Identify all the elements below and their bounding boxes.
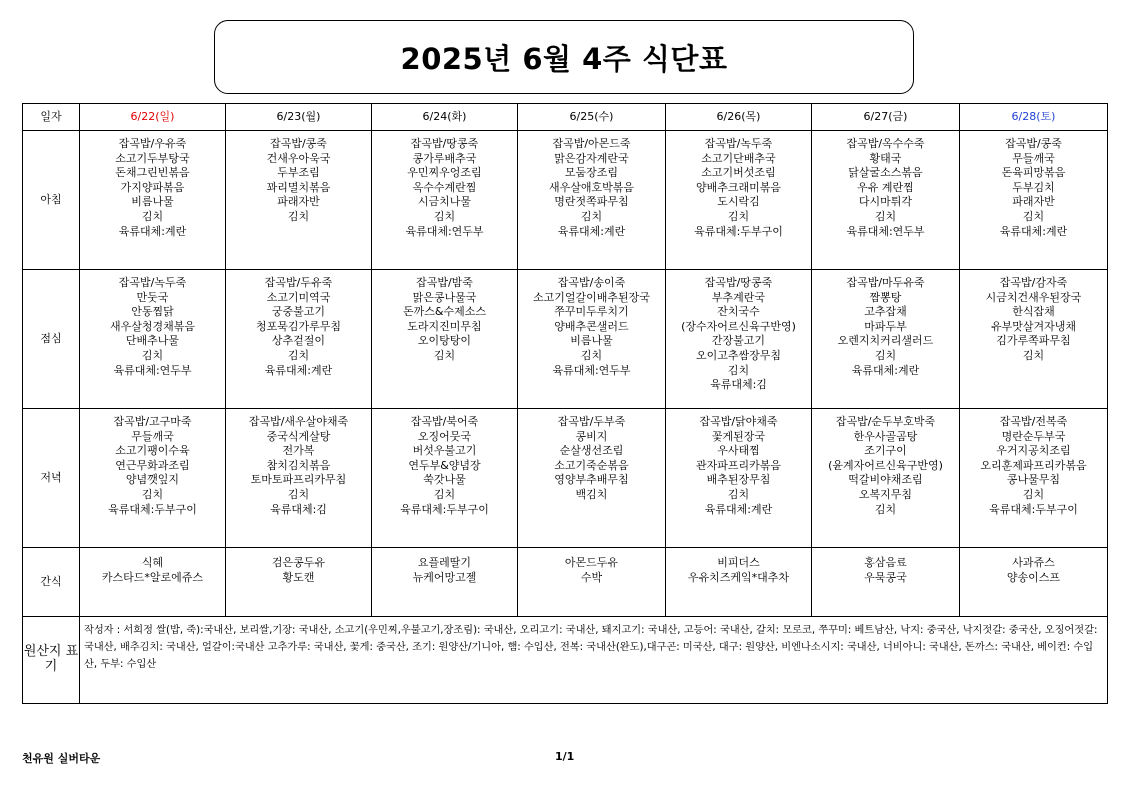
footer-page: 1/1 <box>555 750 575 763</box>
day-header: 6/23(월) <box>226 104 372 131</box>
menu-item: 연두부&양념장 <box>408 458 481 472</box>
snack-cell <box>666 548 812 617</box>
menu-item: 육류대체:계란 <box>999 224 1068 238</box>
menu-item: 소고기얼갈이배추된장국 <box>533 290 650 304</box>
menu-item: 오복지무침 <box>858 487 913 501</box>
menu-item: 잡곡밥/두부죽 <box>557 415 626 428</box>
menu-item: 김치 <box>433 487 456 501</box>
menu-item: 양배추콘샐러드 <box>554 319 629 333</box>
meal-label: 저녁 <box>23 409 80 548</box>
menu-item: 잡곡밥/아몬드죽 <box>552 137 631 150</box>
snack-item: 요플레딸기 <box>417 556 472 569</box>
header-row <box>23 104 1108 131</box>
menu-item: 잔치국수 <box>717 305 760 319</box>
menu-item: 소고기미역국 <box>266 290 331 304</box>
menu-item: 마파두부 <box>864 319 907 333</box>
snack-cell <box>372 548 518 617</box>
menu-item: 안동찜닭 <box>131 305 174 319</box>
menu-item: 김치 <box>287 487 310 501</box>
menu-item: 잡곡밥/송이죽 <box>557 276 626 289</box>
menu-item: 돈육피망볶음 <box>1001 166 1066 180</box>
menu-item: 한우사골곰탕 <box>853 429 918 443</box>
day-header: 6/24(화) <box>372 104 518 131</box>
menu-item: 양배추크래미볶음 <box>695 180 781 194</box>
menu-item: 김치 <box>874 348 897 362</box>
menu-item: 잡곡밥/감자죽 <box>999 276 1068 289</box>
menu-item: 김치 <box>433 348 456 362</box>
menu-item: 꽈리멸치볶음 <box>266 180 331 194</box>
snack-item: 검은콩두유 <box>271 556 326 569</box>
menu-cell <box>80 270 226 409</box>
menu-item: 황태국 <box>869 151 902 165</box>
snack-cell <box>812 548 960 617</box>
menu-item: 만둣국 <box>136 290 169 304</box>
menu-item: 김치 <box>727 363 750 377</box>
snack-item: 황도캔 <box>282 570 315 584</box>
menu-item: 김치 <box>874 502 897 516</box>
menu-cell <box>812 409 960 548</box>
meal-label: 아침 <box>23 131 80 270</box>
menu-cell <box>960 409 1108 548</box>
menu-item: 순살생선조림 <box>559 444 624 458</box>
menu-item: 단배추나물 <box>125 334 180 348</box>
menu-item: 오징어뭇국 <box>417 429 472 443</box>
menu-item: 돈채그린빈볶음 <box>115 166 190 180</box>
menu-item: 김치 <box>433 209 456 223</box>
day-header: 6/27(금) <box>812 104 960 131</box>
origin-text: 작성자 : 서희정 쌀(밥, 죽):국내산, 보리쌀,기장: 국내산, 소고기(우민찌,우불고기,장조림): 국내산, 오리고기: 국내산, 돼지고기: 국내산, 고등어: 국내산, 갈치: 모로코, 쭈꾸미: 베트남산, 낙지: 중국산, 낙지젓갈: 중국산, 오징어젓갈: 국내산, 배추김치: 국내산, 얼갈이:국내산 고추가루: 국내산, 꽃게: 중국산, 조기: 원양산/기니아, 햄: 수입산, 전복: 국내산(완도),대구곤: 미국산, 대구: 원양산, 비엔나소시지: 국내산, 너비아니: 국내산, 돈까스: 국내산, 베이컨: 수입산, 두부: 수입산 <box>80 617 1108 704</box>
menu-item: 김치 <box>580 209 603 223</box>
menu-item: 잡곡밥/우유죽 <box>118 137 187 150</box>
snack-item: 홍삼음료 <box>864 556 907 569</box>
menu-item: 소고기죽순볶음 <box>554 458 629 472</box>
origin-label: 원산지 표기 <box>23 617 80 704</box>
snack-item: 식혜 <box>141 556 164 569</box>
menu-item: 우유 계란찜 <box>857 180 914 194</box>
menu-item: 잡곡밥/땅콩죽 <box>410 137 479 150</box>
menu-item: 잡곡밥/땅콩죽 <box>704 276 773 289</box>
menu-cell <box>226 270 372 409</box>
menu-item: 관자파프리카볶음 <box>695 458 781 472</box>
menu-cell <box>666 270 812 409</box>
menu-cell <box>518 131 666 270</box>
menu-item: 도라지진미무침 <box>407 319 482 333</box>
menu-table <box>22 103 1108 704</box>
menu-item: 쭈꾸미두루치기 <box>554 305 629 319</box>
date-label: 일자 <box>23 104 80 131</box>
menu-item: 콩비지 <box>575 429 608 443</box>
menu-item: 육류대체:두부구이 <box>989 502 1078 516</box>
snack-item: 카스타드*알로에쥬스 <box>101 570 204 584</box>
snack-row <box>23 548 1108 617</box>
menu-item: 옥수수계란찜 <box>412 180 477 194</box>
menu-item: 오이탕탕이 <box>417 334 472 348</box>
menu-item: 버섯우불고기 <box>412 444 477 458</box>
menu-item: 새우살청경채볶음 <box>109 319 195 333</box>
snack-cell <box>226 548 372 617</box>
menu-item: 잡곡밥/녹두죽 <box>704 137 773 150</box>
menu-item: 파래자반 <box>277 195 320 209</box>
menu-item: 시금치나물 <box>417 195 472 209</box>
menu-item: 육류대체:연두부 <box>846 224 925 238</box>
snack-item: 비피더스 <box>717 556 760 569</box>
menu-item: 맑은감자계란국 <box>554 151 629 165</box>
menu-item: (장수자어르신육구반영) <box>681 319 796 333</box>
menu-item: 맑은콩나물국 <box>412 290 477 304</box>
menu-item: 시금치건새우된장국 <box>985 290 1082 304</box>
menu-cell <box>372 270 518 409</box>
menu-item: 육류대체:김 <box>710 378 767 392</box>
day-header: 6/22(일) <box>80 104 226 131</box>
menu-item: (윤계자어르신육구반영) <box>828 458 943 472</box>
menu-item: 백김치 <box>575 487 608 501</box>
menu-item: 가지양파볶음 <box>120 180 185 194</box>
menu-item: 조기구이 <box>864 444 907 458</box>
menu-item: 소고기단배추국 <box>701 151 776 165</box>
menu-item: 오렌지치커리샐러드 <box>837 334 934 348</box>
menu-item: 파래자반 <box>1012 195 1055 209</box>
menu-item: 도시락김 <box>717 195 760 209</box>
menu-cell <box>812 131 960 270</box>
menu-cell <box>960 131 1108 270</box>
meal-rows <box>23 131 1108 548</box>
snack-item: 양송이스프 <box>1006 570 1061 584</box>
menu-item: 모둠장조림 <box>564 166 619 180</box>
menu-item: 김치 <box>141 348 164 362</box>
menu-cell <box>372 409 518 548</box>
menu-cell <box>226 131 372 270</box>
menu-item: 김치 <box>1022 209 1045 223</box>
menu-item: 배추된장무침 <box>706 473 771 487</box>
menu-item: 잡곡밥/콩죽 <box>1005 137 1062 150</box>
menu-item: 소고기두부탕국 <box>115 151 190 165</box>
menu-item: 한식잡채 <box>1012 305 1055 319</box>
menu-item: 잡곡밥/밤죽 <box>416 276 473 289</box>
menu-item: 우사태찜 <box>717 444 760 458</box>
snack-item: 우유치즈케잌*대추차 <box>687 570 790 584</box>
meal-row <box>23 409 1108 548</box>
menu-item: 김치 <box>1022 487 1045 501</box>
menu-item: 청포묵김가루무침 <box>255 319 341 333</box>
menu-item: 토마토파프리카무침 <box>250 473 347 487</box>
snack-item: 우묵콩국 <box>864 570 907 584</box>
menu-item: 잡곡밥/콩죽 <box>270 137 327 150</box>
menu-item: 오이고추쌈장무침 <box>695 348 781 362</box>
menu-item: 잡곡밥/닭야채죽 <box>699 415 778 428</box>
menu-item: 콩가루배추국 <box>412 151 477 165</box>
menu-item: 명란젓쪽파무침 <box>554 195 629 209</box>
menu-item: 간장불고기 <box>711 334 766 348</box>
menu-cell <box>372 131 518 270</box>
menu-item: 콩나물무침 <box>1006 473 1061 487</box>
menu-item: 떡갈비야채조림 <box>848 473 923 487</box>
menu-item: 잡곡밥/전복죽 <box>999 415 1068 428</box>
menu-cell <box>812 270 960 409</box>
menu-item: 다시마튀각 <box>858 195 913 209</box>
menu-item: 짬뽕탕 <box>869 290 902 304</box>
menu-item: 새우살애호박볶음 <box>548 180 634 194</box>
menu-item: 잡곡밥/고구마죽 <box>113 415 192 428</box>
snack-item: 수박 <box>580 570 603 584</box>
menu-item: 우거지공치조림 <box>996 444 1071 458</box>
menu-cell <box>226 409 372 548</box>
menu-item: 잡곡밥/두유죽 <box>264 276 333 289</box>
snack-item: 뉴케어망고젤 <box>412 570 477 584</box>
page-title: 2025년 6월 4주 식단표 <box>400 41 728 76</box>
menu-cell <box>518 409 666 548</box>
menu-item: 김치 <box>141 209 164 223</box>
menu-cell <box>960 270 1108 409</box>
menu-cell <box>666 131 812 270</box>
menu-item: 육류대체:두부구이 <box>108 502 197 516</box>
menu-item: 김치 <box>287 348 310 362</box>
menu-item: 육류대체:연두부 <box>552 363 631 377</box>
menu-item: 육류대체:계란 <box>557 224 626 238</box>
menu-item: 김치 <box>580 348 603 362</box>
menu-item: 명란순두부국 <box>1001 429 1066 443</box>
menu-item: 전가복 <box>282 444 315 458</box>
menu-item: 비름나물 <box>131 195 174 209</box>
menu-item: 김치 <box>874 209 897 223</box>
menu-item: 궁중불고기 <box>271 305 326 319</box>
menu-cell <box>80 409 226 548</box>
menu-item: 중국식게살탕 <box>266 429 331 443</box>
menu-item: 육류대체:계란 <box>851 363 920 377</box>
snack-cell <box>960 548 1108 617</box>
menu-item: 꽃게된장국 <box>711 429 766 443</box>
menu-item: 고추잡채 <box>864 305 907 319</box>
footer-org: 천유원 실버타운 <box>22 752 101 765</box>
menu-item: 상추겉절이 <box>271 334 326 348</box>
menu-item: 김치 <box>287 209 310 223</box>
menu-item: 육류대체:두부구이 <box>400 502 489 516</box>
menu-item: 참치김치볶음 <box>266 458 331 472</box>
snack-item: 아몬드두유 <box>564 556 619 569</box>
meal-label: 점심 <box>23 270 80 409</box>
menu-item: 건새우아욱국 <box>266 151 331 165</box>
menu-item: 부추계란국 <box>711 290 766 304</box>
snack-item: 사과쥬스 <box>1012 556 1055 569</box>
menu-item: 김치 <box>727 209 750 223</box>
menu-item: 김치 <box>1022 348 1045 362</box>
menu-item: 두부김치 <box>1012 180 1055 194</box>
menu-item: 육류대체:계란 <box>264 363 333 377</box>
menu-item: 잡곡밥/순두부호박죽 <box>835 415 936 428</box>
menu-item: 잡곡밥/새우살야채죽 <box>248 415 349 428</box>
menu-item: 육류대체:두부구이 <box>694 224 783 238</box>
snack-cell <box>518 548 666 617</box>
day-header: 6/25(수) <box>518 104 666 131</box>
menu-item: 잡곡밥/녹두죽 <box>118 276 187 289</box>
menu-item: 닭살굴소스볶음 <box>848 166 923 180</box>
menu-item: 두부조림 <box>277 166 320 180</box>
meal-row <box>23 131 1108 270</box>
title-box <box>214 20 914 94</box>
menu-item: 연근무화과조림 <box>115 458 190 472</box>
menu-item: 육류대체:계란 <box>704 502 773 516</box>
menu-item: 우민찌우엉조림 <box>407 166 482 180</box>
meal-row <box>23 270 1108 409</box>
menu-item: 비름나물 <box>570 334 613 348</box>
meal-label: 간식 <box>23 548 80 617</box>
menu-cell <box>80 131 226 270</box>
menu-item: 육류대체:연두부 <box>405 224 484 238</box>
menu-item: 육류대체:연두부 <box>113 363 192 377</box>
menu-item: 김가루쪽파무침 <box>996 334 1071 348</box>
menu-item: 무들깨국 <box>1012 151 1055 165</box>
menu-item: 소고기버섯조림 <box>701 166 776 180</box>
menu-item: 육류대체:계란 <box>118 224 187 238</box>
menu-item: 오리훈제파프리카볶음 <box>980 458 1087 472</box>
menu-item: 김치 <box>141 487 164 501</box>
menu-item: 돈까스&수제소스 <box>403 305 486 319</box>
menu-item: 영양부추배무침 <box>554 473 629 487</box>
menu-item: 잡곡밥/옥수수죽 <box>846 137 925 150</box>
menu-item: 무들깨국 <box>131 429 174 443</box>
menu-item: 유부맛살겨자냉채 <box>990 319 1076 333</box>
origin-row <box>23 617 1108 704</box>
menu-item: 소고기팽이수육 <box>115 444 190 458</box>
menu-item: 잡곡밥/마두유죽 <box>846 276 925 289</box>
menu-item: 육류대체:김 <box>270 502 327 516</box>
snack-cell <box>80 548 226 617</box>
menu-item: 쑥갓나물 <box>423 473 466 487</box>
menu-cell <box>518 270 666 409</box>
menu-item: 김치 <box>727 487 750 501</box>
menu-item: 양념깻잎지 <box>125 473 180 487</box>
day-header: 6/26(목) <box>666 104 812 131</box>
menu-item: 잡곡밥/북어죽 <box>410 415 479 428</box>
menu-cell <box>666 409 812 548</box>
day-header: 6/28(토) <box>960 104 1108 131</box>
